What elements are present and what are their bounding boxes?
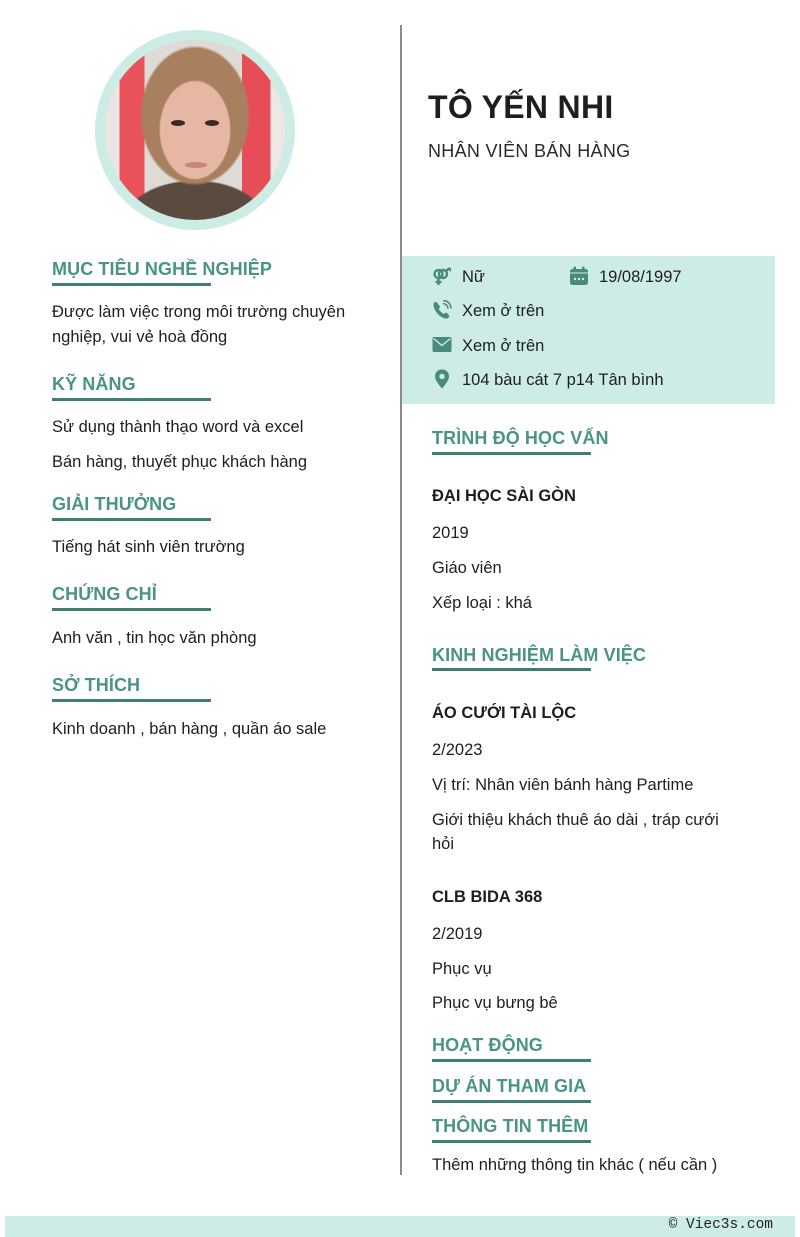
projects-rule bbox=[432, 1100, 591, 1103]
job-date: 2/2023 bbox=[432, 741, 483, 759]
graduation-year: 2019 bbox=[432, 524, 469, 542]
job-line: Phục vụ bưng bê bbox=[432, 994, 558, 1012]
experience-title: KINH NGHIỆM LÀM VIỆC bbox=[432, 645, 647, 665]
birthday-value: 19/08/1997 bbox=[599, 268, 682, 286]
job-company: CLB BIDA 368 bbox=[432, 888, 543, 906]
column-divider bbox=[400, 25, 402, 1175]
objective-rule bbox=[52, 283, 211, 286]
candidate-name: TÔ YẾN NHI bbox=[428, 89, 614, 125]
skills-rule bbox=[52, 398, 211, 401]
phone-value: Xem ở trên bbox=[462, 302, 545, 320]
additional-title: THÔNG TIN THÊM bbox=[432, 1116, 589, 1136]
school-name: ĐẠI HỌC SÀI GÒN bbox=[432, 487, 576, 505]
education-major: Giáo viên bbox=[432, 559, 502, 577]
job-title: NHÂN VIÊN BÁN HÀNG bbox=[428, 141, 631, 161]
objective-title: MỤC TIÊU NGHỀ NGHIỆP bbox=[52, 259, 273, 279]
awards-rule bbox=[52, 518, 211, 521]
job-line: Giới thiệu khách thuê áo dài , tráp cưới bbox=[432, 811, 719, 829]
certificates-rule bbox=[52, 608, 211, 611]
skills-title: KỸ NĂNG bbox=[52, 374, 136, 394]
contact-panel bbox=[402, 256, 775, 404]
email-value: Xem ở trên bbox=[462, 337, 545, 355]
education-title: TRÌNH ĐỘ HỌC VẤN bbox=[432, 428, 609, 448]
activities-title: HOẠT ĐỘNG bbox=[432, 1035, 543, 1055]
avatar bbox=[105, 40, 285, 220]
projects-title: DỰ ÁN THAM GIA bbox=[432, 1076, 587, 1096]
hobby-item: Kinh doanh , bán hàng , quần áo sale bbox=[52, 720, 327, 738]
job-line: hỏi bbox=[432, 835, 455, 853]
job-company: ÁO CƯỚI TÀI LỘC bbox=[432, 704, 577, 722]
footer-credit: © Viec3s.com bbox=[668, 1217, 773, 1233]
additional-rule bbox=[432, 1140, 591, 1143]
skill-item: Sử dụng thành thạo word và excel bbox=[52, 418, 304, 436]
gender-value: Nữ bbox=[462, 268, 485, 286]
education-rule bbox=[432, 452, 591, 455]
job-line: Vị trí: Nhân viên bánh hàng Partime bbox=[432, 776, 694, 794]
experience-rule bbox=[432, 668, 591, 671]
activities-rule bbox=[432, 1059, 591, 1062]
hobbies-title: SỞ THÍCH bbox=[52, 675, 141, 695]
certificate-item: Anh văn , tin học văn phòng bbox=[52, 629, 257, 647]
avatar-eye-left bbox=[171, 120, 185, 126]
footer-bar bbox=[5, 1216, 795, 1237]
address-value: 104 bàu cát 7 p14 Tân bình bbox=[462, 371, 664, 389]
education-grade: Xếp loại : khá bbox=[432, 594, 532, 612]
objective-line: Được làm việc trong môi trường chuyên bbox=[52, 303, 346, 321]
skill-item: Bán hàng, thuyết phục khách hàng bbox=[52, 453, 308, 471]
additional-text: Thêm những thông tin khác ( nếu cần ) bbox=[432, 1156, 718, 1174]
envelope-icon bbox=[432, 335, 452, 355]
award-item: Tiếng hát sinh viên trường bbox=[52, 538, 245, 556]
phone-icon bbox=[432, 300, 452, 320]
job-line: Phục vụ bbox=[432, 960, 492, 978]
certificates-title: CHỨNG CHỈ bbox=[52, 584, 157, 604]
job-date: 2/2019 bbox=[432, 925, 483, 943]
hobbies-rule bbox=[52, 699, 211, 702]
avatar-eye-right bbox=[205, 120, 219, 126]
calendar-icon bbox=[569, 266, 589, 286]
map-pin-icon bbox=[432, 369, 452, 389]
gender-icon bbox=[432, 267, 452, 287]
awards-title: GIẢI THƯỞNG bbox=[52, 494, 177, 514]
avatar-mouth bbox=[185, 162, 207, 168]
objective-line: nghiệp, vui vẻ hoà đồng bbox=[52, 328, 228, 346]
